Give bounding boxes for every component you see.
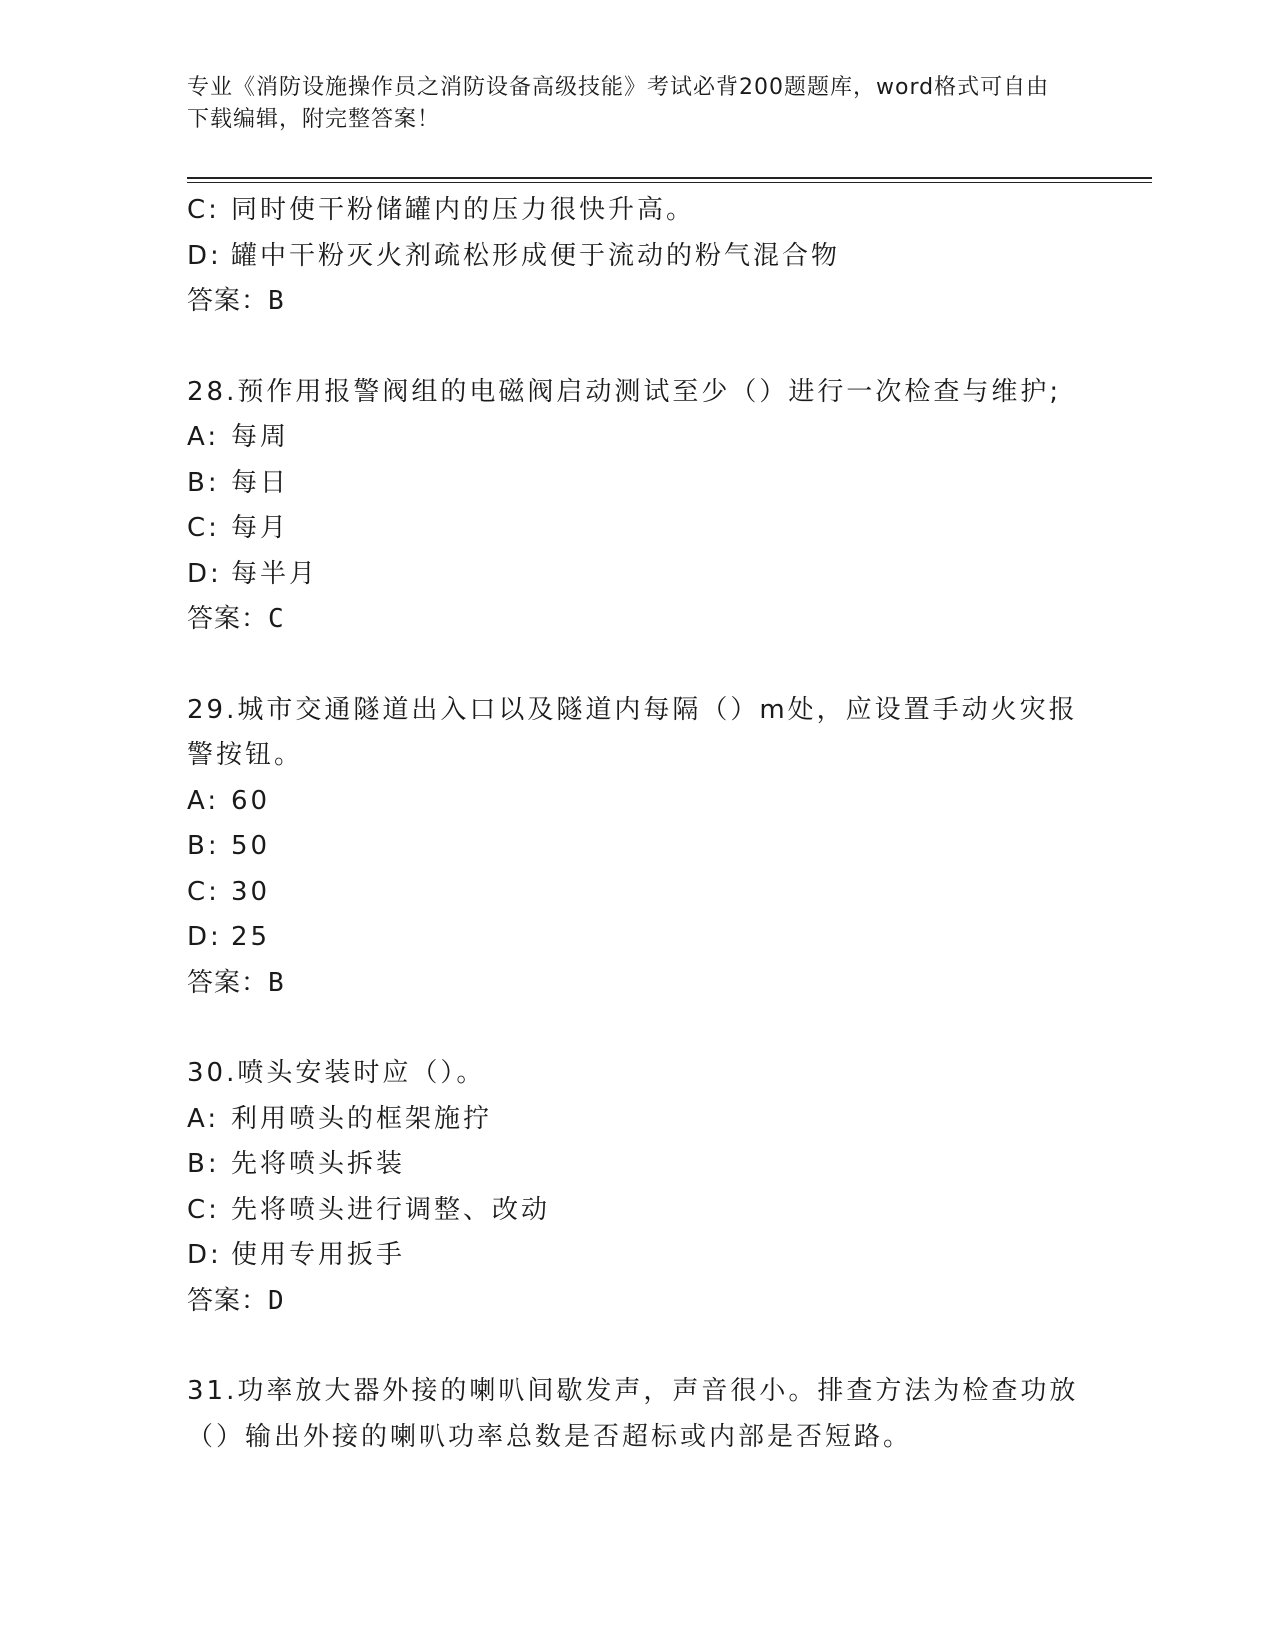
option-d: D: 每半月 (187, 558, 319, 589)
option-b: B: 每日 (187, 467, 290, 498)
answer-line: 答案：B (187, 286, 285, 316)
previous-question-tail (187, 188, 1087, 325)
document-header: 专业《消防设施操作员之消防设备高级技能》考试必背200题题库，word格式可自由下载编辑，附完整答案！ (187, 75, 1050, 132)
option-d: D: 罐中干粉灭火剂疏松形成便于流动的粉气混合物 (187, 240, 841, 271)
question-stem: 30.喷头安装时应（）。 (187, 1058, 486, 1088)
answer-line: 答案：B (187, 967, 285, 998)
option-d: D: 使用专用扳手 (187, 1240, 406, 1270)
option-c: C: 每月 (187, 513, 290, 543)
document-body (187, 188, 1087, 1460)
question-28 (187, 370, 1087, 643)
question-stem: 31.功率放大器外接的喇叭间歇发声，声音很小。排查方法为检查功放（）输出外接的喇叭功率总数是否超标或内部是否短路。 (187, 1376, 1079, 1452)
option-a: A: 60 (187, 785, 271, 816)
answer-line: 答案：C (187, 604, 285, 634)
option-a: A: 利用喷头的框架施拧 (187, 1103, 493, 1134)
question-stem: 29.城市交通隧道出入口以及隧道内每隔（）m处，应设置手动火灾报警按钮。 (187, 694, 1078, 770)
option-c: C: 30 (187, 876, 271, 907)
question-31 (187, 1369, 1087, 1460)
option-d: D: 25 (187, 922, 271, 952)
question-stem: 28.预作用报警阀组的电磁阀启动测试至少（）进行一次检查与维护; (187, 376, 1062, 407)
question-29 (187, 688, 1087, 1007)
option-c: C: 同时使干粉储罐内的压力很快升高。 (187, 195, 696, 225)
answer-line: 答案：D (187, 1285, 285, 1316)
header-rule-thin (187, 182, 1152, 183)
option-a: A: 每周 (187, 422, 290, 452)
option-b: B: 先将喷头拆装 (187, 1149, 406, 1179)
option-b: B: 50 (187, 831, 271, 861)
question-30 (187, 1051, 1087, 1324)
header-rule-thick (187, 177, 1152, 179)
option-c: C: 先将喷头进行调整、改动 (187, 1194, 551, 1225)
